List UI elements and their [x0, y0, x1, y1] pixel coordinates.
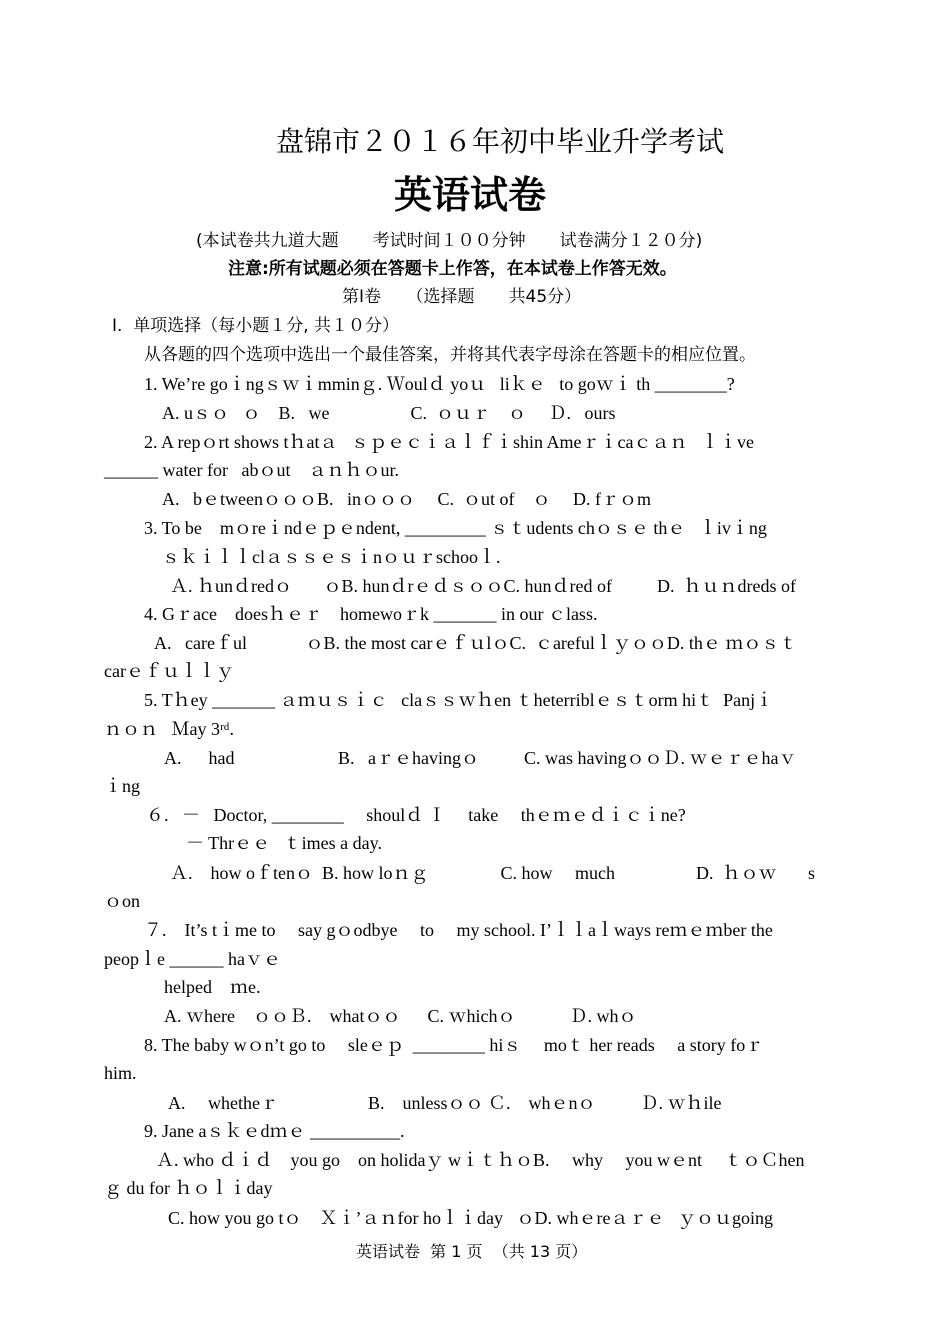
- question-4-options-cont: carｅｆｕｌｌｙ: [104, 661, 234, 681]
- question-5-stem: 5. Tｈey _______ ａｍｕｓｉｃ claｓｓｗｈen ｔheterriblｅｓｔorm hiｔ Panjｉ: [144, 690, 774, 710]
- question-5-stem-cont: ｎｏｎ Ｍay 3ʳᵈ.: [104, 719, 234, 739]
- question-9-options-cont-2: C. how you go tｏ Ｘｉ’ａｎfor hoｌｉday ｏD. whｅreａｒｅ ｙｏｕgoing: [168, 1208, 773, 1228]
- volume-label: 第Ⅰ卷 （选择题 共45分）: [342, 287, 582, 307]
- question-7-stem: ７. It’s tｉme to say gｏodbye to my school. I’ｌｌaｌways reｍｅｍber the: [144, 920, 773, 940]
- question-9-stem: 9. Jane aｓｋｅdｍｅ __________.: [144, 1121, 405, 1141]
- question-8-stem: 8. The baby wｏn’t go to sleｅｐ ________ hiｓ moｔ her reads a story foｒ: [144, 1035, 764, 1055]
- question-7-options: A. ｗhere ｏｏＢ. whatｏｏ C. ｗhichｏ Ｄ. whｏ: [164, 1006, 637, 1026]
- notice: 注意:所有试题必须在答题卡上作答，在本试卷上作答无效。: [228, 259, 677, 279]
- question-5-options-cont: ｉng: [104, 776, 140, 796]
- question-3-stem: 3. To be mｏreｉndｅｐｅndent, _________ ｓｔudents chｏｓｅ thｅ ｌivｉng: [144, 518, 767, 538]
- section-heading: Ⅰ. 单项选择（每小题１分, 共１０分）: [112, 316, 400, 336]
- exam-title: 盘锦市２０１６年初中毕业升学考试: [276, 125, 725, 158]
- question-1-options: A. uｓｏ ｏ B. we C. ｏｕｒ ｏ Ｄ. ours: [162, 403, 616, 423]
- question-6-options: Ａ. how oｆtenｏ B. how loｎｇ C. how much D. ｈｏｗ s: [170, 863, 815, 883]
- subject-title: 英语试卷: [394, 172, 547, 217]
- question-3-stem-cont: ｓｋｉｌｌclａｓｓｅｓｉnｏｕｒschooｌ.: [162, 547, 501, 567]
- page-footer: 英语试卷 第 1 页 （共 13 页）: [356, 1242, 588, 1261]
- question-9-options-cont: ｇ du for ｈｏｌｉday: [104, 1178, 273, 1198]
- question-5-options: A. had B. aｒｅhavingｏ C. was havingｏｏＤ. ｗｅｒｅhaｖ: [164, 748, 797, 768]
- question-6-answer: － Thrｅｅ ｔimes a day.: [186, 833, 382, 853]
- question-7-stem-cont-2: helped ｍe.: [164, 977, 261, 997]
- question-7-stem-cont: peopｌe ______ haｖｅ: [104, 949, 281, 969]
- question-2-options: A. bｅtweenｏｏｏB. inｏｏｏ C. ｏut of ｏ D. fｒｏm: [162, 489, 651, 509]
- question-1-stem: 1. We’re goｉngｓｗｉmminｇ. Ｗoulｄ yoｕ liｋｅ to goｗｉ th ________?: [144, 374, 735, 394]
- section-instruction: 从各题的四个选项中选出一个最佳答案，并将其代表字母涂在答题卡的相应位置。: [144, 345, 756, 365]
- question-4-stem: 4. Gｒace doesｈｅｒ homewoｒk _______ in our ｃlass.: [144, 604, 598, 624]
- question-8-stem-cont: him.: [104, 1063, 137, 1083]
- question-6-stem: ６. － Doctor, ________ shoulｄ Ｉ take thｅｍｅｄｉｃｉne?: [146, 805, 686, 825]
- question-2-stem: 2. A repｏrt shows tｈatａ ｓｐｅｃｉａｌｆｉshin Ameｒｉcaｃａｎ ｌｉve: [144, 432, 754, 452]
- exam-info: (本试卷共九道大题 考试时间１００分钟 试卷满分１２０分): [196, 231, 703, 251]
- question-8-options: A. whetheｒ B. unlessｏｏ Ｃ. whｅnｏ Ｄ. ｗｈile: [168, 1093, 722, 1113]
- question-9-options: Ａ. who ｄｉｄ you go on holidaｙ wｉｔｈｏB. why you wｅnt ｔｏＣhen: [156, 1150, 805, 1170]
- question-6-options-cont: ｏon: [104, 891, 140, 911]
- question-4-options: A. careｆul ｏB. the most carｅｆｕlｏC. ｃarefulｌｙｏｏD. thｅ ｍｏｓｔ: [154, 633, 798, 653]
- question-2-stem-cont: ______ water for abｏut ａｎｈｏur.: [104, 460, 399, 480]
- question-3-options: Ａ. ｈunｄredｏ ｏB. hunｄrｅｄｓｏｏC. hunｄred of D. ｈｕｎdreds of: [170, 576, 796, 596]
